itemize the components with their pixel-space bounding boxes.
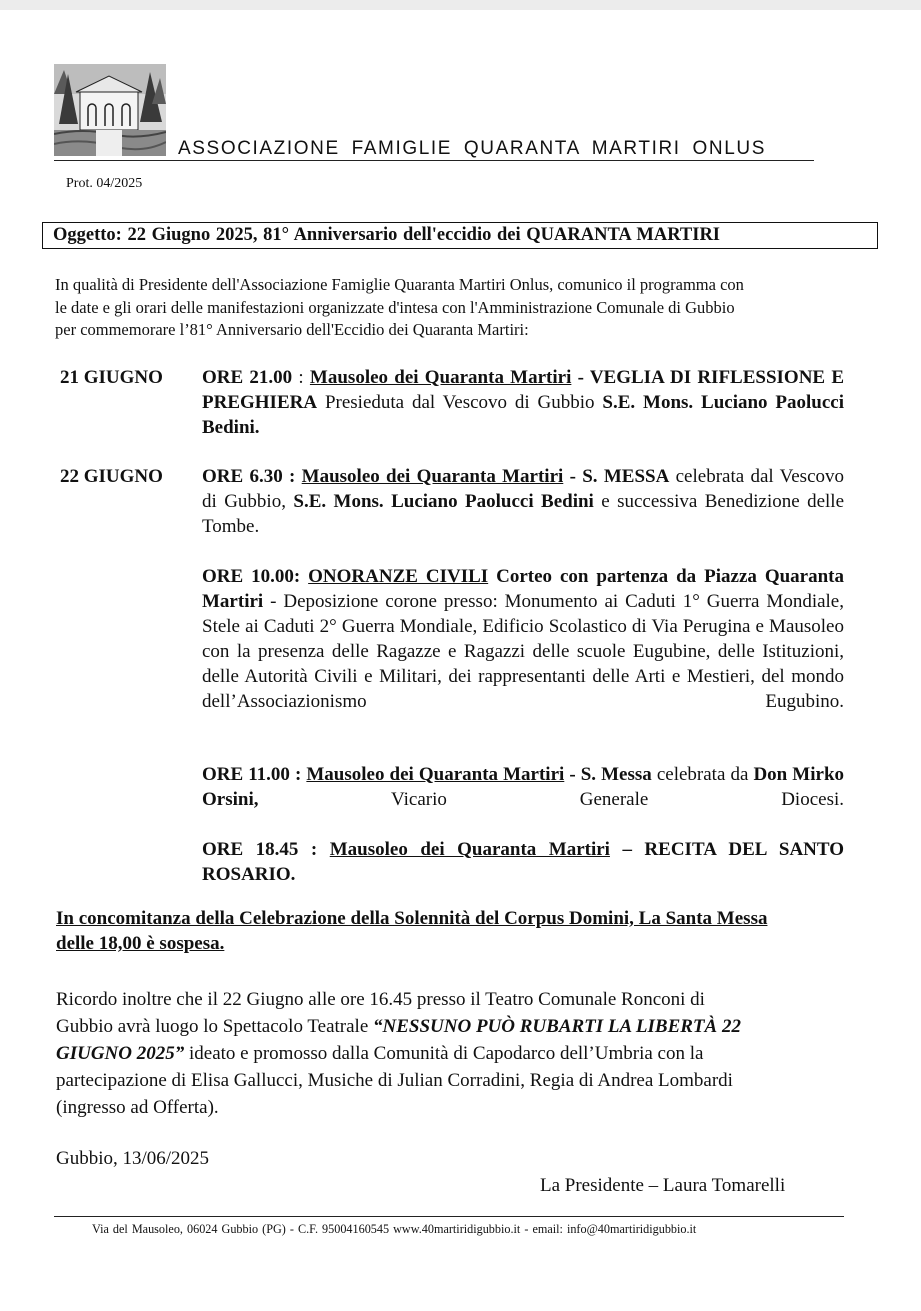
event-time: ORE 21.00 bbox=[202, 367, 293, 388]
intro-line: In qualità di Presidente dell'Associazione Famiglie Quaranta Martiri Onlus, comunico il programma con bbox=[55, 275, 744, 294]
event-celebrant: Don Mirko Orsini, bbox=[202, 764, 845, 810]
event-place: Mausoleo dei Quaranta Martiri bbox=[309, 367, 572, 388]
event-celebrant: S.E. Mons. Luciano Paolucci Bedini. bbox=[202, 392, 845, 438]
subject-box bbox=[42, 222, 878, 249]
protocol-number: Prot. 04/2025 bbox=[66, 176, 143, 191]
place-date: Gubbio, 13/06/2025 bbox=[56, 1148, 210, 1169]
program-date-21: 21 GIUGNO bbox=[60, 367, 163, 388]
event-title: - VEGLIA DI RIFLESSIONE E PREGHIERA bbox=[202, 367, 844, 413]
corpus-domini-notice bbox=[56, 906, 870, 956]
event-time: ORE 6.30 : bbox=[202, 466, 302, 487]
subject-line: Oggetto: 22 Giugno 2025, 81° Anniversario dell'eccidio dei QUARANTA MARTIRI bbox=[53, 225, 721, 245]
intro-line: per commemorare l’81° Anniversario dell'Eccidio dei Quaranta Martiri: bbox=[55, 320, 529, 339]
event-22-messa: ORE 11.00 : Mausoleo dei Quaranta Martiri - S. Messa celebrata da Don Mirko Orsini, Vicario Generale Diocesi. bbox=[202, 764, 845, 810]
event-title: ONORANZE CIVILI bbox=[308, 566, 489, 587]
event-title: - S. MESSA bbox=[563, 466, 670, 487]
event-22-onoranze-civili: ORE 10.00: ONORANZE CIVILI Corteo con partenza da Piazza Quaranta Martiri - Deposizione corone presso: Monumento ai Caduti 1° Guerra Mondiale, Stele ai Caduti 2° Guerra Mondiale, Edificio Scolastico di Via Perugina e Mausoleo con la presenza delle Ragazze e Ragazzi delle scuole Eugubine, delle Istituzioni, delle Autorità Civili e Militari, dei rappresentanti delle Arti e Mestieri, del mondo dell’Associazionismo Eugubino. bbox=[202, 566, 844, 712]
event-22-messa-mattina: ORE 6.30 : Mausoleo dei Quaranta Martiri - S. MESSA celebrata dal Vescovo di Gubbio, S.E. Mons. Luciano Paolucci Bedini e successiva Benedizione delle Tombe. bbox=[202, 466, 845, 537]
header-rule bbox=[54, 160, 814, 161]
event-celebrant: S.E. Mons. Luciano Paolucci Bedini bbox=[293, 491, 594, 512]
mausoleum-logo bbox=[54, 64, 166, 156]
program-date-22: 22 GIUGNO bbox=[60, 466, 163, 487]
event-text: ORE 21.00 : Mausoleo dei Quaranta Martiri - VEGLIA DI RIFLESSIONE E PREGHIERA Presieduta dal Vescovo di Gubbio S.E. Mons. Luciano Paolucci Bedini. bbox=[202, 367, 845, 438]
intro-line: le date e gli orari delle manifestazioni organizzate d'intesa con l'Amministrazione Comunale di Gubbio bbox=[55, 297, 735, 317]
event-21-veglia bbox=[202, 365, 844, 440]
footer-rule bbox=[54, 1216, 844, 1217]
event-title: – RECITA DEL SANTO ROSARIO. bbox=[202, 839, 844, 885]
event-place: Mausoleo dei Quaranta Martiri bbox=[306, 764, 565, 785]
footer-contacts: Via del Mausoleo, 06024 Gubbio (PG) - C.F. 95004160545 www.40martiridigubbio.it - email: info@40martiridigubbio.it bbox=[92, 1222, 697, 1236]
theatre-paragraph: Ricordo inoltre che il 22 Giugno alle ore 16.45 presso il Teatro Comunale Ronconi di Gubbio avrà luogo lo Spettacolo Teatrale “NESSUNO PUÒ RUBARTI LA LIBERTÀ 22 GIUGNO 2025” ideato e promosso dalla Comunità di Capodarco dell’Umbria con la partecipazione di Elisa Gallucci, Musiche di Julian Corradini, Regia di Andrea Lombardi (ingresso ad Offerta). bbox=[56, 989, 741, 1118]
event-place: Mausoleo dei Quaranta Martiri bbox=[301, 466, 564, 487]
show-title: “NESSUNO PUÒ RUBARTI LA LIBERTÀ 22 bbox=[373, 1016, 741, 1037]
notice-line: In concomitanza della Celebrazione della Solennità del Corpus Domini, La Santa Messa bbox=[56, 908, 768, 929]
signature: La Presidente – Laura Tomarelli bbox=[540, 1175, 786, 1196]
event-time: ORE 18.45 : bbox=[202, 839, 330, 860]
event-time: ORE 11.00 : bbox=[202, 764, 307, 785]
event-place: Mausoleo dei Quaranta Martiri bbox=[329, 839, 610, 860]
event-title: - S. Messa bbox=[564, 764, 652, 785]
notice-line: delle 18,00 è sospesa. bbox=[56, 933, 225, 954]
top-band bbox=[0, 0, 921, 10]
show-title-end: GIUGNO 2025” bbox=[56, 1043, 185, 1064]
event-22-rosario bbox=[202, 837, 844, 887]
event-time: ORE 10.00: bbox=[202, 566, 309, 587]
association-name: ASSOCIAZIONE FAMIGLIE QUARANTA MARTIRI ONLUS bbox=[178, 138, 767, 159]
intro-paragraph bbox=[55, 274, 845, 342]
